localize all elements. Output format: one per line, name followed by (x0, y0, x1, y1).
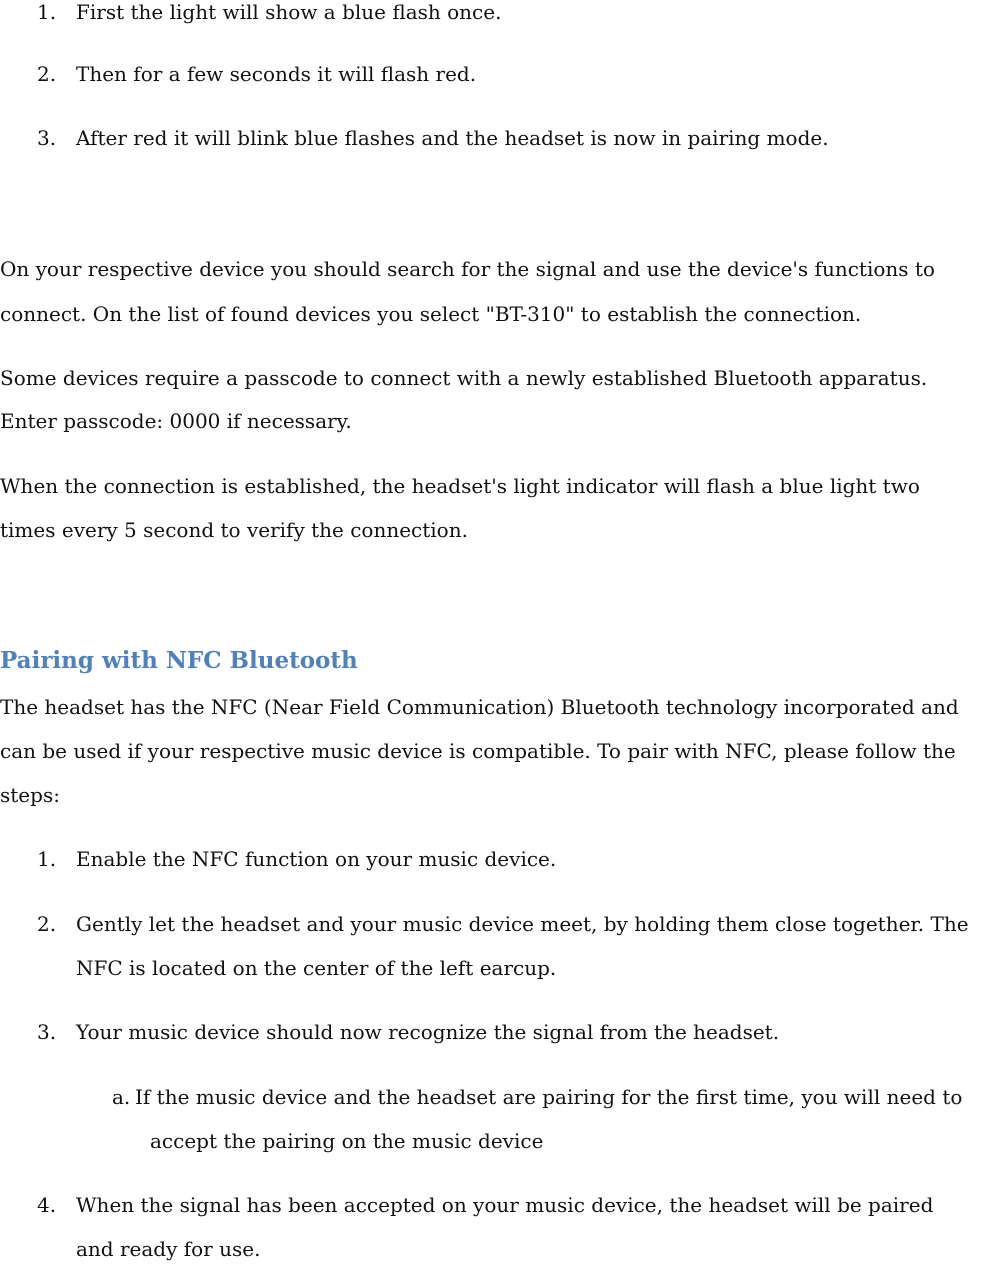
list2-item-4-line-2: and ready for use. (76, 1237, 261, 1261)
list2-item-4-line-1: When the signal has been accepted on your music device, the headset will be paired (76, 1193, 934, 1217)
list1-item-1: First the light will show a blue flash once. (76, 0, 502, 24)
list2-sub-a-line-1: If the music device and the headset are pairing for the first time, you will need to (135, 1085, 963, 1109)
list2-item-2-line-1: Gently let the headset and your music device meet, by holding them close together. The (76, 912, 969, 936)
list2-sub-a-line-2: accept the pairing on the music device (150, 1129, 544, 1153)
list1-item-2: Then for a few seconds it will flash red. (76, 62, 477, 86)
list2-number-3: 3. (37, 1020, 57, 1044)
para-connection-line-1: When the connection is established, the headset's light indicator will flash a blue light two (0, 474, 920, 498)
para-connection-line-2: times every 5 second to verify the connection. (0, 518, 468, 542)
list1-number-3: 3. (37, 126, 57, 150)
list2-number-4: 4. (37, 1193, 57, 1217)
list1-item-3: After red it will blink blue flashes and the headset is now in pairing mode. (76, 126, 829, 150)
list2-number-2: 2. (37, 912, 57, 936)
list2-item-2-line-2: NFC is located on the center of the left earcup. (76, 956, 557, 980)
list2-sub-a-label: a. (112, 1085, 131, 1109)
list2-number-1: 1. (37, 847, 57, 871)
para-search-line-1: On your respective device you should search for the signal and use the device's functions to (0, 257, 935, 281)
list1-number-1: 1. (37, 0, 57, 24)
para-passcode-line-1: Some devices require a passcode to connect with a newly established Bluetooth apparatus. (0, 366, 928, 390)
list2-item-3: Your music device should now recognize the signal from the headset. (76, 1020, 780, 1044)
nfc-intro-line-2: can be used if your respective music device is compatible. To pair with NFC, please follow the (0, 739, 956, 763)
section-heading-nfc: Pairing with NFC Bluetooth (0, 647, 358, 674)
nfc-intro-line-3: steps: (0, 783, 60, 807)
para-passcode-line-2: Enter passcode: 0000 if necessary. (0, 409, 352, 433)
para-search-line-2: connect. On the list of found devices you select "BT-310" to establish the connection. (0, 302, 862, 326)
list1-number-2: 2. (37, 62, 57, 86)
nfc-intro-line-1: The headset has the NFC (Near Field Communication) Bluetooth technology incorporated and (0, 695, 959, 719)
list2-item-1: Enable the NFC function on your music device. (76, 847, 557, 871)
